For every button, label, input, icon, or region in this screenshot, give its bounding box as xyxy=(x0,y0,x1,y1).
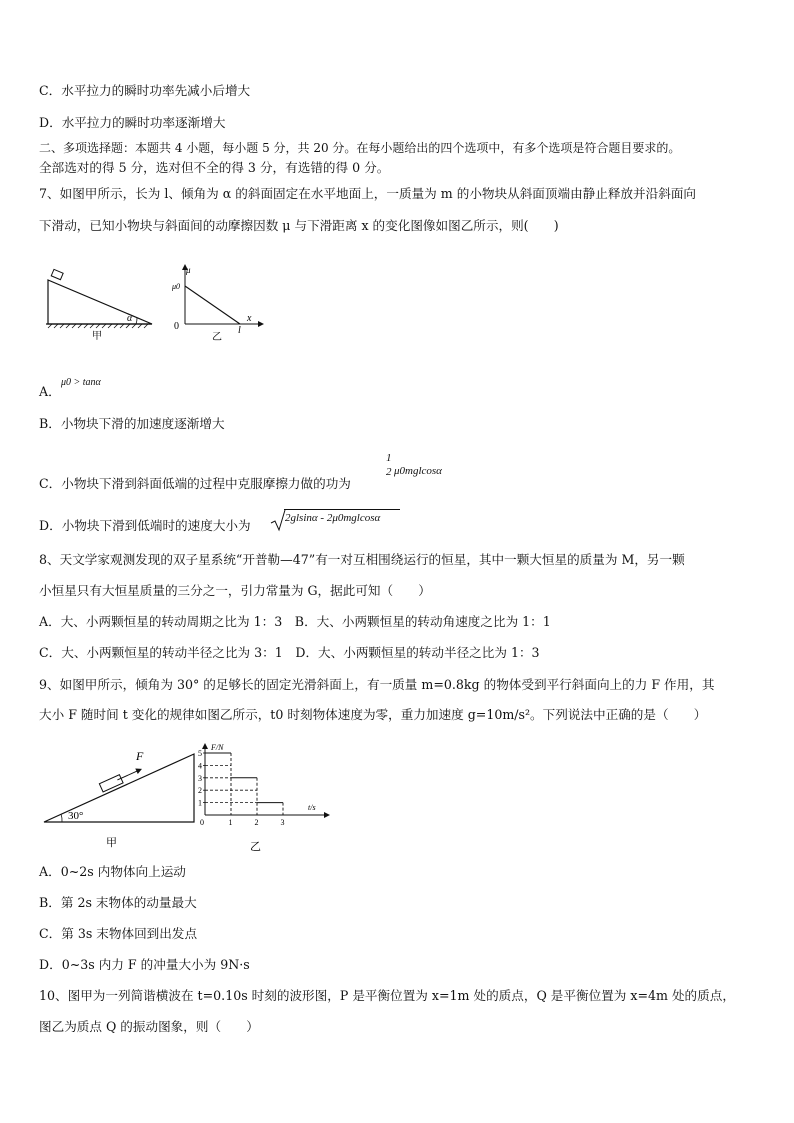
origin-label: 0 xyxy=(174,321,179,332)
sqrt-bar xyxy=(284,509,400,510)
x-tick-label: 3 xyxy=(280,818,285,827)
x-axis-label: x xyxy=(247,313,252,324)
alpha-label: α xyxy=(127,313,133,324)
option-7-c-prev: C．水平拉力的瞬时功率先减小后增大 xyxy=(39,83,251,98)
sqrt-icon xyxy=(270,508,286,532)
y-axis-label: F/N xyxy=(211,743,224,752)
question-10-line2: 图乙为质点 Q 的振动图象，则（ ） xyxy=(39,1019,259,1034)
options-8-ab: A．大、小两颗恒星的转动周期之比为 1：3 B．大、小两颗恒星的转动角速度之比为 1：1 xyxy=(39,614,551,629)
y-tick-label: 5 xyxy=(198,749,202,758)
fraction-denominator: 2 xyxy=(386,466,392,478)
x-tick-label: 1 xyxy=(228,818,233,827)
figure-7-jia xyxy=(46,269,152,342)
l-tick: l xyxy=(238,325,241,336)
option-7-c-math: μ0mglcosα xyxy=(394,465,442,477)
section-heading-multiple-choice: 二、多项选择题：本题共 4 小题，每小题 5 分，共 20 分。在每小题给出的四个选项中，有多个选项是符合题目要求的。 xyxy=(39,141,681,155)
figure-7-yi xyxy=(171,264,264,343)
option-7-a: A． xyxy=(39,384,61,399)
option-9-c: C．第 3s 末物体回到出发点 xyxy=(39,926,198,941)
y-tick-label: 4 xyxy=(198,761,202,771)
question-8-line2: 小恒星只有大恒星质量的三分之一，引力常量为 G，据此可知（ ） xyxy=(39,583,431,598)
option-9-a: A．0~2s 内物体向上运动 xyxy=(39,864,186,879)
question-9-line2: 大小 F 随时间 t 变化的规律如图乙所示，t0 时刻物体速度为零，重力加速度 g=10m/s²。下列说法中正确的是（ ） xyxy=(39,707,707,722)
mu-line xyxy=(185,286,240,324)
option-7-c: C．小物块下滑到斜面低端的过程中克服摩擦力做的功为 xyxy=(39,476,351,491)
figure-7 xyxy=(40,262,270,346)
force-arrow-icon xyxy=(135,766,143,774)
figure-9-yi-label: 乙 xyxy=(250,841,261,853)
figure-9 xyxy=(40,738,340,856)
figure-9-jia xyxy=(44,749,194,849)
angle-label: 30° xyxy=(68,810,84,822)
figure-7-jia-label: 甲 xyxy=(92,331,102,342)
question-8-line1: 8、天文学家观测发现的双子星系统“开普勒—47”有一对互相围绕运行的恒星，其中一颗大恒星的质量为 M，另一颗 xyxy=(39,552,685,567)
force-step-plot xyxy=(205,753,283,815)
figure-9-yi xyxy=(198,743,330,853)
option-7-d-math: 2glsinα - 2μ0mglcosα xyxy=(285,512,381,524)
question-7-line2: 下滑动，已知小物块与斜面间的动摩擦因数 μ 与下滑距离 x 的变化图像如图乙所示，则( ) xyxy=(39,218,559,233)
question-9-line1: 9、如图甲所示，倾角为 30° 的足够长的固定光滑斜面上，有一质量 m=0.8kg 的物体受到平行斜面向上的力 F 作用，其 xyxy=(39,677,715,692)
x-tick-label: 2 xyxy=(254,818,259,827)
mu-axis-label: μ xyxy=(186,265,191,275)
x-tick-label: 0 xyxy=(200,818,204,827)
fraction-numerator: 1 xyxy=(386,452,392,464)
y-tick-label: 3 xyxy=(198,773,202,783)
option-7-b: B．小物块下滑的加速度逐渐增大 xyxy=(39,416,225,431)
block-icon xyxy=(51,269,63,279)
y-tick-label: 1 xyxy=(198,798,202,808)
block-icon xyxy=(99,775,123,792)
question-7-line1: 7、如图甲所示，长为 l、倾角为 α 的斜面固定在水平地面上，一质量为 m 的小物块从斜面顶端由静止释放并沿斜面向 xyxy=(39,186,697,201)
option-6-d: D．水平拉力的瞬时功率逐渐增大 xyxy=(39,115,226,130)
option-9-b: B．第 2s 末物体的动量最大 xyxy=(39,895,197,910)
y-tick-label: 2 xyxy=(198,786,202,796)
option-7-d: D．小物块下滑到低端时的速度大小为 xyxy=(39,518,251,533)
figure-9-jia-label: 甲 xyxy=(106,837,117,849)
section-scoring-note: 全部选对的得 5 分，选对但不全的得 3 分，有选错的得 0 分。 xyxy=(39,160,390,175)
mu0-tick: μ0 xyxy=(172,282,181,291)
option-9-d: D．0~3s 内力 F 的冲量大小为 9N·s xyxy=(39,957,250,972)
x-axis-label: t/s xyxy=(308,803,316,812)
force-label: F xyxy=(136,749,144,763)
question-10-line1: 10、图甲为一列简谐横波在 t=0.10s 时刻的波形图，P 是平衡位置为 x=1m 处的质点，Q 是平衡位置为 x=4m 处的质点， xyxy=(39,988,735,1003)
options-8-cd: C．大、小两颗恒星的转动半径之比为 3：1 D．大、小两颗恒星的转动半径之比为 1：3 xyxy=(39,645,540,660)
option-7-a-math: μ0 > tanα xyxy=(61,377,101,388)
figure-7-yi-label: 乙 xyxy=(212,332,222,343)
